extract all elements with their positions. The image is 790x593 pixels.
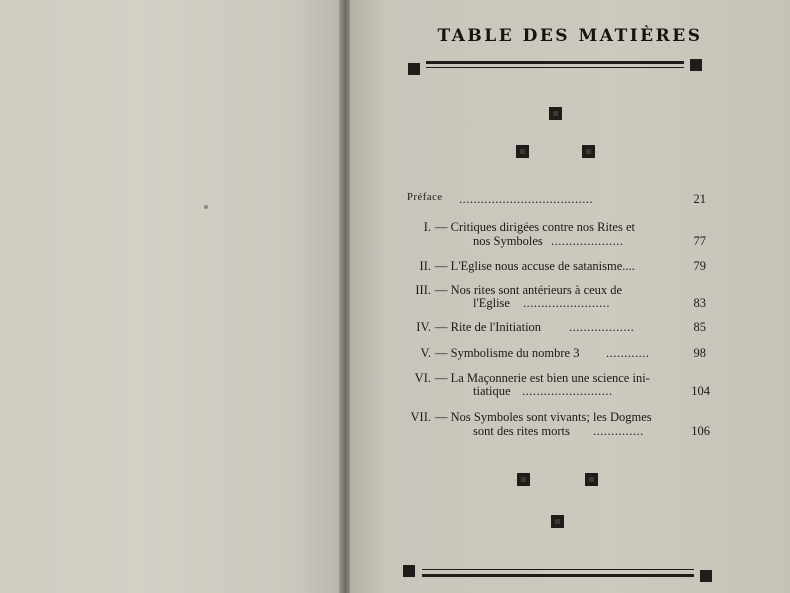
toc-chapter-number: VII. [410,410,431,424]
toc-entry-title: — Rite de l'Initiation [435,320,542,334]
toc-chapter-number: I. [423,220,431,234]
toc-entry-title: sont des rites morts [473,424,570,438]
toc-page-number: 85 [693,320,706,334]
toc-entry-title: — Nos Symboles sont vivants; les Dogmes [435,410,652,424]
page-title: TABLE DES MATIÈRES [437,26,703,46]
toc-leader: ............ [606,346,650,360]
toc-leader: .............. [593,424,644,438]
right-page [350,0,790,593]
rule-end-square-icon [403,565,415,577]
toc-leader: ......................... [522,384,613,398]
toc-entry-title: Préface [407,192,443,203]
toc-entry-title: tiatique [473,384,511,398]
toc-entry-title: — L'Eglise nous accuse de satanisme.... [435,259,635,273]
ornament-square-icon [551,515,564,528]
toc-page-number: 106 [691,424,710,438]
toc-chapter-number: IV. [416,320,431,334]
toc-chapter-number: VI. [414,371,431,385]
toc-entry-title: l'Eglise [473,296,510,310]
table-of-contents [350,0,790,593]
toc-page-number: 98 [693,346,706,360]
toc-entry-title: — Symbolisme du nombre 3 [435,346,580,360]
rule-end-square-icon [700,570,712,582]
toc-entry-title: — Critiques dirigées contre nos Rites et [435,220,635,234]
toc-chapter-number: II. [419,259,431,273]
bottom-rule-thin [422,569,694,570]
toc-page-number: 104 [691,384,710,398]
ornament-square-icon [585,473,598,486]
toc-entry-title: — Nos rites sont antérieurs à ceux de [435,283,623,297]
ornament-square-icon [517,473,530,486]
toc-leader: .................... [551,234,624,248]
paper-speck [204,205,208,209]
toc-page-number: 21 [693,192,706,206]
toc-entry-title: — La Maçonnerie est bien une science ini- [435,371,650,385]
toc-entry-title: nos Symboles [473,234,543,248]
toc-chapter-number: III. [415,283,431,297]
toc-leader: ........................ [523,296,610,310]
bottom-rule-thick [422,574,694,577]
toc-leader: .................. [569,320,635,334]
toc-chapter-number: V. [420,346,431,360]
left-page [0,0,343,593]
toc-page-number: 83 [693,296,706,310]
toc-leader: ..................................... [459,192,594,206]
toc-page-number: 77 [693,234,706,248]
toc-page-number: 79 [693,259,706,273]
